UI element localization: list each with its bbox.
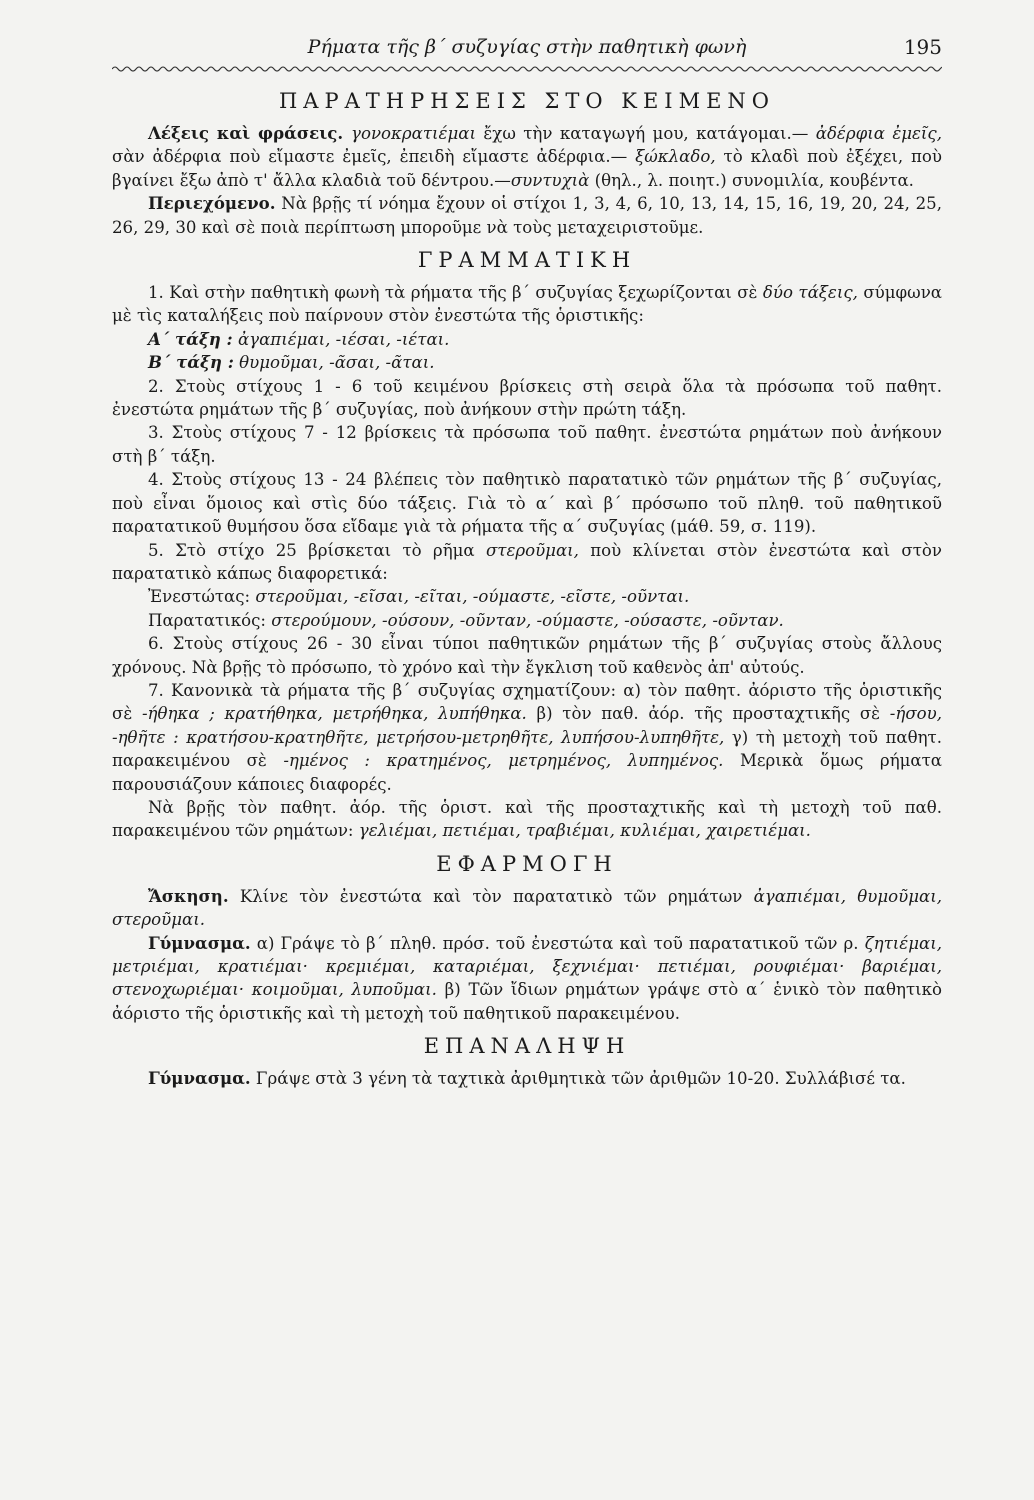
text-run: Κλίνε τὸν ἐνεστώτα καὶ τὸν παρατατικὸ τῶν ρημάτων xyxy=(228,886,754,906)
paragraph xyxy=(112,932,942,1026)
running-head-title: Ρήματα τῆς β΄ συζυγίας στὴν παθητικὴ φωνὴ xyxy=(307,36,747,58)
text-run: Νὰ βρῇς τί νόημα ἔχουν οἱ στίχοι 1, 3, 4, 6, 10, 13, 14, 15, 16, 19, 20, 24, 25, 26, 29, 30 καὶ σὲ ποιὰ περίπτωση μποροῦμε νὰ τοὺς μεταχειριστοῦμε. xyxy=(112,194,942,237)
text-run: σὰν ἀδέρφια ποὺ εἴμαστε ἐμεῖς, ἐπειδὴ εἴμαστε ἀδέρφια.— xyxy=(112,147,636,167)
italic-example: -ημένος : κρατημένος, μετρημένος, λυπημένος. xyxy=(283,751,724,771)
bold-lead-in: Περιεχόμενο. xyxy=(148,193,276,214)
italic-example: δύο τάξεις, xyxy=(762,283,858,303)
italic-example: Β΄ τάξη : xyxy=(148,352,234,373)
text-run: γ) τὴ μετοχὴ τοῦ παθητ. παρακειμένου σὲ xyxy=(112,727,942,771)
text-run: τὸ κλαδὶ ποὺ ἐξέχει, ποὺ βγαίνει ἔξω ἀπὸ τ' ἄλλα κλαδιὰ τοῦ δέντρου.— xyxy=(112,147,942,190)
text-run: Μερικὰ ὅμως ρήματα παρουσιάζουν κάποιες διαφορές. xyxy=(112,751,943,794)
bold-lead-in: Ἄσκηση. xyxy=(148,885,229,906)
book-page xyxy=(112,30,942,1091)
text-run: (θηλ., λ. ποιητ.) συνομιλία, κουβέντα. xyxy=(589,170,914,190)
bold-lead-in: Γύμνασμα. xyxy=(148,932,251,953)
italic-example: στεροῦμαι, xyxy=(485,540,579,560)
text-run: 6. Στοὺς στίχους 26 - 30 εἶναι τύποι παθητικῶν ρημάτων τῆς β΄ συζυγίας στοὺς ἄλλους χρόνους. Νὰ βρῇς τὸ πρόσωπο, τὸ χρόνο καὶ τὴν ἔγκλιση τοῦ καθενὸς ἀπ' αὐτούς. xyxy=(112,634,942,677)
text-run: 7. Κανονικὰ τὰ ρήματα τῆς β΄ συζυγίας σχηματίζουν: α) τὸν παθητ. ἀόριστο τῆς ὁριστικῆς σὲ xyxy=(112,680,942,724)
text-run: 3. Στοὺς στίχους 7 - 12 βρίσκεις τὰ πρόσωπα τοῦ παθητ. ἐνεστώτα ρημάτων ποὺ ἀνήκουν στὴ β΄ τάξη. xyxy=(112,423,942,466)
conjugation-class-line xyxy=(112,328,942,351)
paragraph xyxy=(112,679,942,796)
paragraph xyxy=(112,539,942,586)
paragraph xyxy=(112,281,942,328)
text-run: Ἐνεστώτας: xyxy=(148,587,256,607)
italic-example: Α΄ τάξη : xyxy=(148,328,233,349)
italic-example: στερούμουν, -ούσουν, -οῦνταν, -ούμαστε, -ούσαστε, -οῦνταν. xyxy=(271,610,784,630)
text-run: Γράψε στὰ 3 γένη τὰ ταχτικὰ ἀριθμητικὰ τῶν ἀριθμῶν 10-20. Συλλάβισέ τα. xyxy=(250,1069,906,1089)
italic-example: ξώκλαδο, xyxy=(635,147,716,167)
paragraph xyxy=(112,192,942,239)
text-run: 5. Στὸ στίχο 25 βρίσκεται τὸ ρῆμα xyxy=(148,540,486,560)
italic-example: θυμοῦμαι, -ᾶσαι, -ᾶται. xyxy=(233,353,435,373)
italic-example: γονοκρατιέμαι xyxy=(351,124,476,143)
page-number: 195 xyxy=(903,35,942,59)
text-run: ἔχω τὴν καταγωγή μου, κατάγομαι.— xyxy=(475,124,816,143)
text-run: β) Τῶν ἴδιων ρημάτων γράψε στὸ α΄ ἑνικὸ τὸν παθητικὸ ἀόριστο τῆς ὁριστικῆς καὶ τὴ μετοχὴ τοῦ παθητικοῦ παρακειμένου. xyxy=(112,980,942,1023)
paragraph xyxy=(112,585,942,608)
paragraph xyxy=(112,122,942,192)
paragraph xyxy=(112,609,942,632)
italic-example: συντυχιὰ xyxy=(510,170,590,190)
italic-example: ἀδέρφια ἐμεῖς, xyxy=(815,124,942,143)
text-run: σύμφωνα μὲ τὶς καταλήξεις ποὺ παίρνουν στὸν ἐνεστώτα τῆς ὁριστικῆς: xyxy=(112,283,942,326)
italic-example: στεροῦμαι, -εῖσαι, -εῖται, -ούμαστε, -εῖστε, -οῦνται. xyxy=(255,587,690,607)
conjugation-class-line xyxy=(112,351,942,374)
italic-example: -ήσου, -ηθῆτε : κρατήσου-κρατηθῆτε, μετρήσου-μετρηθῆτε, λυπήσου-λυπηθῆτε, xyxy=(112,704,943,747)
italic-example: ζητιέμαι, μετριέμαι, κρατιέμαι· κρεμιέμαι, καταριέμαι, ξεχνιέμαι· πετιέμαι, ρουφιέμαι· βαριέμαι, στενοχωριέμαι· κοιμοῦμαι, λυποῦμαι. xyxy=(112,933,942,1000)
text-run: 1. Καὶ στὴν παθητικὴ φωνὴ τὰ ρήματα τῆς β΄ συζυγίας ξεχωρίζονται σὲ xyxy=(148,283,763,303)
italic-example: ἀγαπιέμαι, -ιέσαι, -ιέται. xyxy=(232,329,450,349)
text-run: Νὰ βρῇς τὸν παθητ. ἀόρ. τῆς ὁριστ. καὶ τῆς προσταχτικῆς καὶ τὴ μετοχὴ τοῦ παθ. παρακειμένου τῶν ρημάτων: xyxy=(112,797,942,841)
text-run: 2. Στοὺς στίχους 1 - 6 τοῦ κειμένου βρίσκεις στὴ σειρὰ ὅλα τὰ πρόσωπα τοῦ παθητ. ἐνεστώτα ρημάτων τῆς β΄ συζυγίας, ποὺ ἀνήκουν στὴν πρώτη τάξη. xyxy=(112,376,942,420)
text-run: 4. Στοὺς στίχους 13 - 24 βλέπεις τὸν παθητικὸ παρατατικὸ τῶν ρημάτων τῆς β΄ συζυγίας, ποὺ εἶναι ὅμοιος καὶ στὶς δύο τάξεις. Γιὰ τὸ α΄ καὶ β΄ πρόσωπο τοῦ πληθ. τοῦ παθητικοῦ παρατατικοῦ θυμήσου ὅσα εἴδαμε γιὰ τὰ ρήματα τῆς α΄ συζυγίας (μάθ. 59, σ. 119). xyxy=(112,470,942,537)
paragraph xyxy=(112,796,942,843)
italic-example: ἀγαπιέμαι, θυμοῦμαι, στεροῦμαι. xyxy=(112,886,942,930)
text-run: α) Γράψε τὸ β΄ πληθ. πρόσ. τοῦ ἐνεστώτα καὶ τοῦ παρατατικοῦ τῶν ρ. xyxy=(250,933,865,953)
bold-lead-in: Γύμνασμα. xyxy=(148,1068,251,1089)
paragraph xyxy=(112,1067,942,1090)
paragraph xyxy=(112,632,942,679)
text-run: β) τὸν παθ. ἀόρ. τῆς προσταχτικῆς σὲ xyxy=(526,704,890,724)
paragraph xyxy=(112,885,942,932)
paragraph xyxy=(112,468,942,538)
text-run: ποὺ κλίνεται στὸν ἐνεστώτα καὶ στὸν παρατατικὸ κάπως διαφορετικά: xyxy=(112,540,943,583)
section-heading: ΠΑΡΑΤΗΡΗΣΕΙΣ ΣΤΟ ΚΕΙΜΕΝΟ xyxy=(278,89,776,113)
page-content xyxy=(112,86,942,1091)
section-heading: ΕΠΑΝΑΛΗΨΗ xyxy=(423,1034,631,1059)
italic-example: -ήθηκα ; κρατήθηκα, μετρήθηκα, λυπήθηκα. xyxy=(141,704,527,724)
wavy-rule-divider xyxy=(112,64,942,74)
text-run: Παρατατικός: xyxy=(148,610,272,630)
paragraph xyxy=(112,375,942,422)
running-head xyxy=(112,30,942,64)
bold-lead-in: Λέξεις καὶ φράσεις. xyxy=(148,123,352,143)
section-heading: ΓΡΑΜΜΑΤΙΚΗ xyxy=(417,248,637,273)
paragraph xyxy=(112,421,942,468)
italic-example: γελιέμαι, πετιέμαι, τραβιέμαι, κυλιέμαι, χαιρετιέμαι. xyxy=(358,821,811,841)
section-heading: ΕΦΑΡΜΟΓΗ xyxy=(436,851,618,876)
